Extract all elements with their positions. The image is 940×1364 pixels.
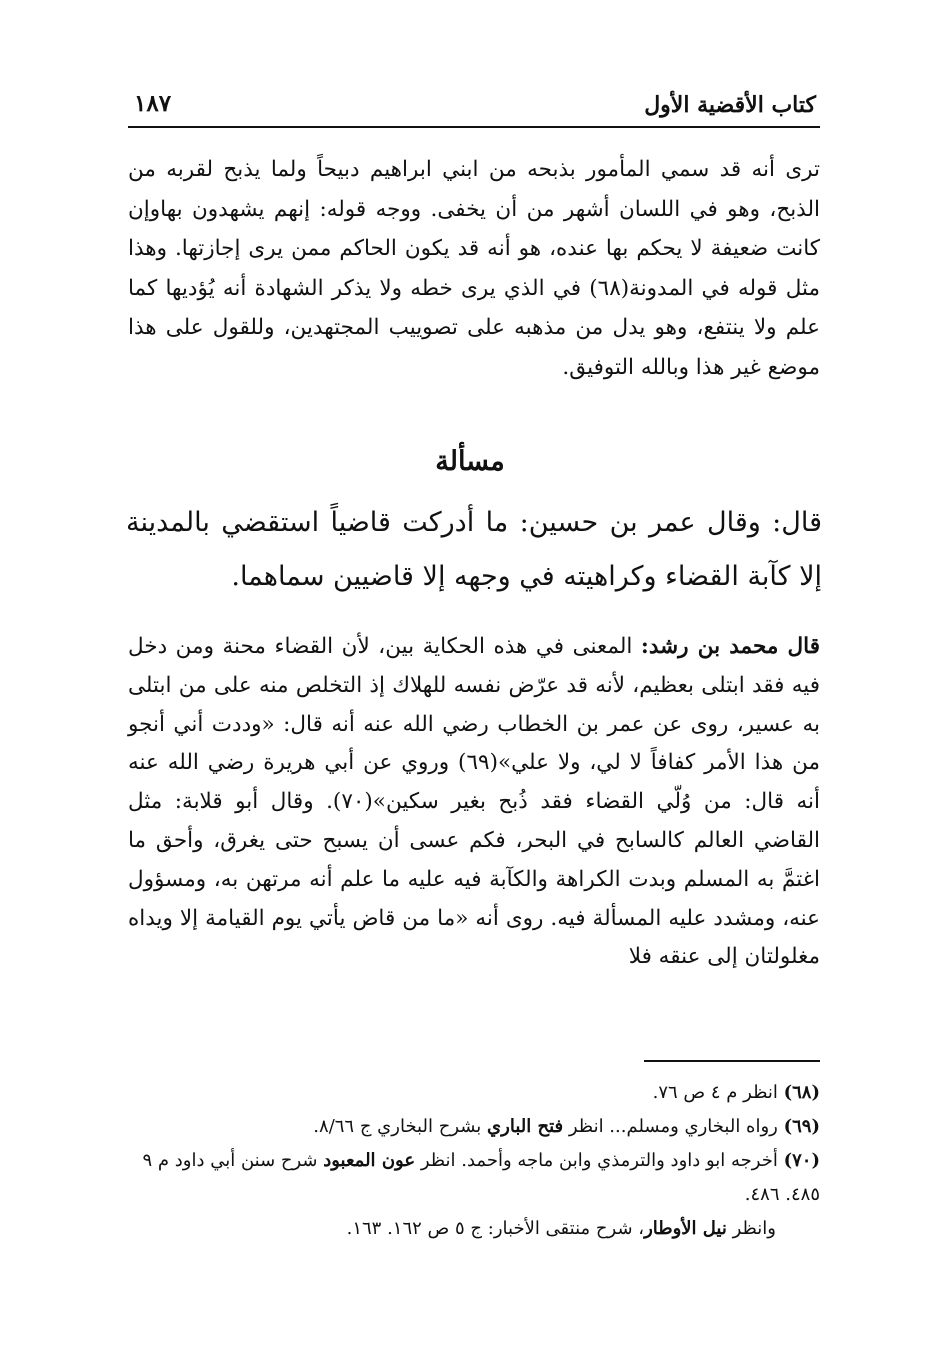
quoted-text: قال: وقال عمر بن حسين: ما أدركت قاضياً استقضي بالمدينة إلا كآبة القضاء وكراهيته في وجهه إلا قاضيين سماهما. [126, 507, 822, 592]
footnote-number: (٦٨) [783, 1082, 820, 1103]
page-header [128, 84, 820, 128]
page-number: ١٨٧ [134, 90, 172, 117]
footnote-text: انظر م ٤ ص ٧٦. [652, 1082, 784, 1103]
footnote-70 [128, 1144, 820, 1212]
footnote-text: شرح سنن أبي داود م ٩ ٤٨٥. ٤٨٦. [142, 1150, 820, 1205]
footnote-book-title: نيل الأوطار [644, 1218, 727, 1239]
body-paragraph-1: ترى أنه قد سمي المأمور بذبحه من ابني ابراهيم دبيحاً ولما يذبح لقربه من الذبح، وهو في اللسان أشهر من أن يخفى. ووجه قوله: إنهم يشهدون بهاوإن كانت ضعيفة لا يحكم بها عنده، هو أنه قد يكون الحاكم ممن يرى إجازتها. وهذا مثل قوله في المدونة(٦٨) في الذي يرى خطه ولا يذكر الشهادة أنه يُؤديها كما علم ولا ينتفع، وهو يدل من مذهبه على تصوييب المجتهدين، وللقول على هذا موضع غير هذا وبالله التوفيق. [128, 157, 820, 380]
speaker-label: قال محمد بن رشد: [640, 634, 821, 659]
footnote-68 [128, 1076, 820, 1110]
section-heading: مسألة [435, 446, 505, 477]
footnote-text: ، شرح منتقى الأخبار: ج ٥ ص ١٦٢. ١٦٣. [346, 1218, 645, 1239]
footnote-69 [128, 1110, 820, 1144]
footnote-book-title: فتح الباري [487, 1116, 564, 1137]
commentary-text: المعنى في هذه الحكاية بين، لأن القضاء محنة ومن دخل فيه فقد ابتلى بعظيم، لأنه قد عرّض نفسه للهلاك إذ التخلص منه على من ابتلى به عسير، روى عن عمر بن الخطاب رضي الله عنه أنه قال: «وددت أني أنجو من هذا الأمر كفافاً لا لي، ولا علي»(٦٩) وروي عن أبي هريرة رضي الله عنه أنه قال: من وُلّي القضاء فقد ذُبح بغير سكين»(٧٠). وقال أبو قلابة: مثل القاضي العالم كالسابح في البحر، فكم عسى أن يسبح حتى يغرق، وأحق ما اغتمَّ به المسلم وبدت الكراهة والكآبة فيه عليه ما علم أنه مرتهن به، ومسؤول عنه، ومشدد عليه المسألة فيه. روى أنه «ما من قاض يأتي يوم القيامة إلا ويداه مغلولتان إلى عنقه فلا [128, 634, 820, 970]
footnote-70-continued [128, 1212, 820, 1246]
footnote-number: (٦٩) [783, 1116, 820, 1137]
footnote-text: بشرح البخاري ج ٨/٦٦. [313, 1116, 488, 1137]
footnote-divider [644, 1060, 820, 1062]
footnote-text: رواه البخاري ومسلم... انظر [563, 1116, 784, 1137]
footnotes [128, 1076, 820, 1246]
footnote-text: وانظر [726, 1218, 776, 1239]
body-paragraph-2 [128, 628, 820, 977]
running-title: كتاب الأقضية الأول [644, 92, 816, 118]
footnote-number: (٧٠) [783, 1150, 820, 1171]
footnote-text: أخرجه ابو داود والترمذي وابن ماجه وأحمد. انظر [415, 1150, 784, 1171]
footnote-book-title: عون المعبود [323, 1150, 416, 1171]
